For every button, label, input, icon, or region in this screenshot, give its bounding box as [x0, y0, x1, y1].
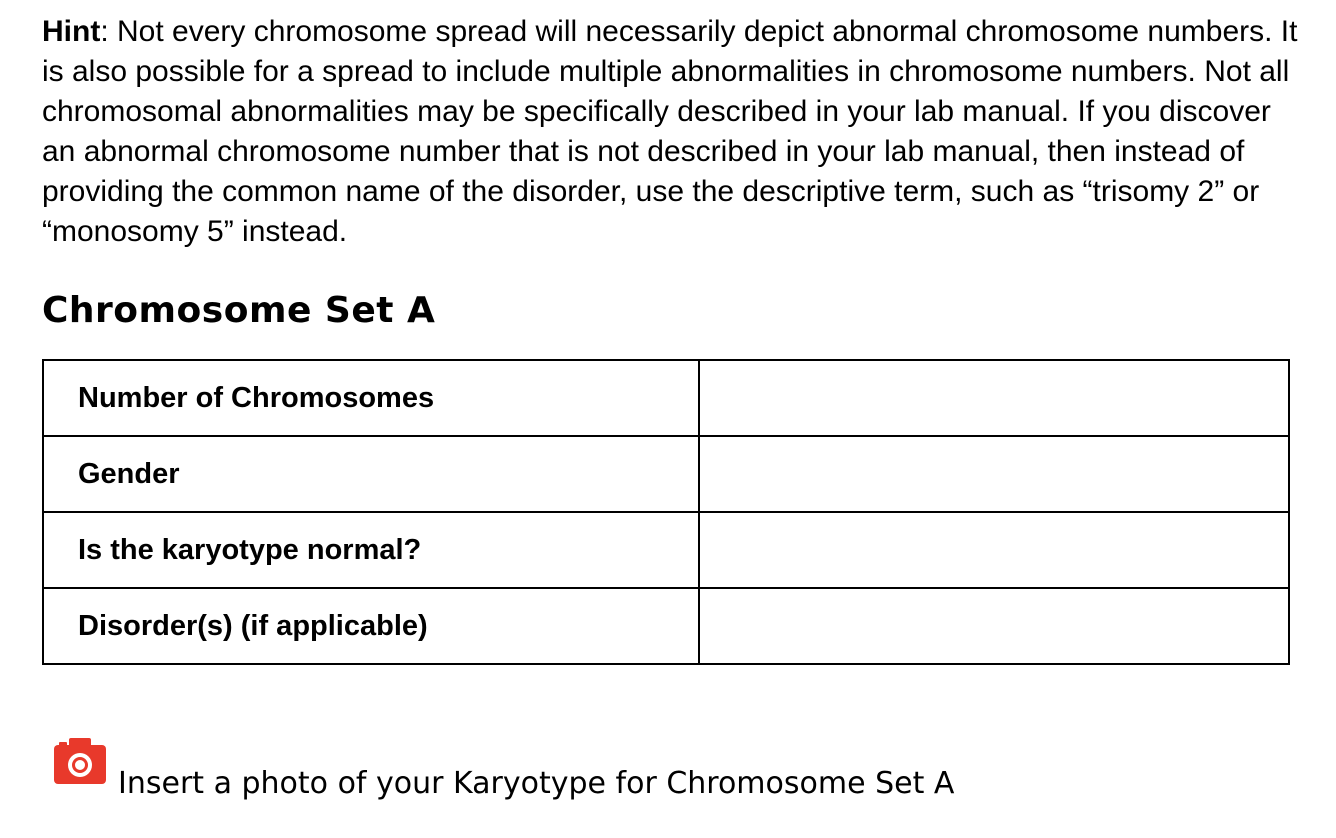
- hint-label: Hint: [42, 15, 101, 48]
- row-label-disorders: Disorder(s) (if applicable): [43, 588, 699, 664]
- row-label-number-of-chromosomes: Number of Chromosomes: [43, 360, 699, 436]
- insert-photo-row[interactable]: [52, 736, 954, 802]
- table-row: [43, 512, 1289, 588]
- answer-cell-number-of-chromosomes[interactable]: [699, 360, 1289, 436]
- row-label-karyotype-normal: Is the karyotype normal?: [43, 512, 699, 588]
- answer-table: [42, 359, 1290, 665]
- answer-cell-disorders[interactable]: [699, 588, 1289, 664]
- section-title: Chromosome Set A: [42, 290, 436, 331]
- hint-text: : Not every chromosome spread will necessarily depict abnormal chromosome numbers. It is also possible for a spread to include multiple abnormalities in chromosome numbers. Not all chromosomal abnormalities may be specifically described in your lab manual. If you discover an abnormal chromosome number that is not described in your lab manual, then instead of providing the common name of the disorder, use the descriptive term, such as “trisomy 2” or “monosomy 5” instead.: [42, 15, 1298, 248]
- hint-paragraph: [42, 12, 1302, 252]
- table-row: [43, 588, 1289, 664]
- camera-icon[interactable]: [52, 736, 108, 786]
- table-row: [43, 360, 1289, 436]
- answer-cell-gender[interactable]: [699, 436, 1289, 512]
- row-label-gender: Gender: [43, 436, 699, 512]
- table-row: [43, 436, 1289, 512]
- insert-photo-text: Insert a photo of your Karyotype for Chromosome Set A: [118, 766, 955, 801]
- answer-cell-karyotype-normal[interactable]: [699, 512, 1289, 588]
